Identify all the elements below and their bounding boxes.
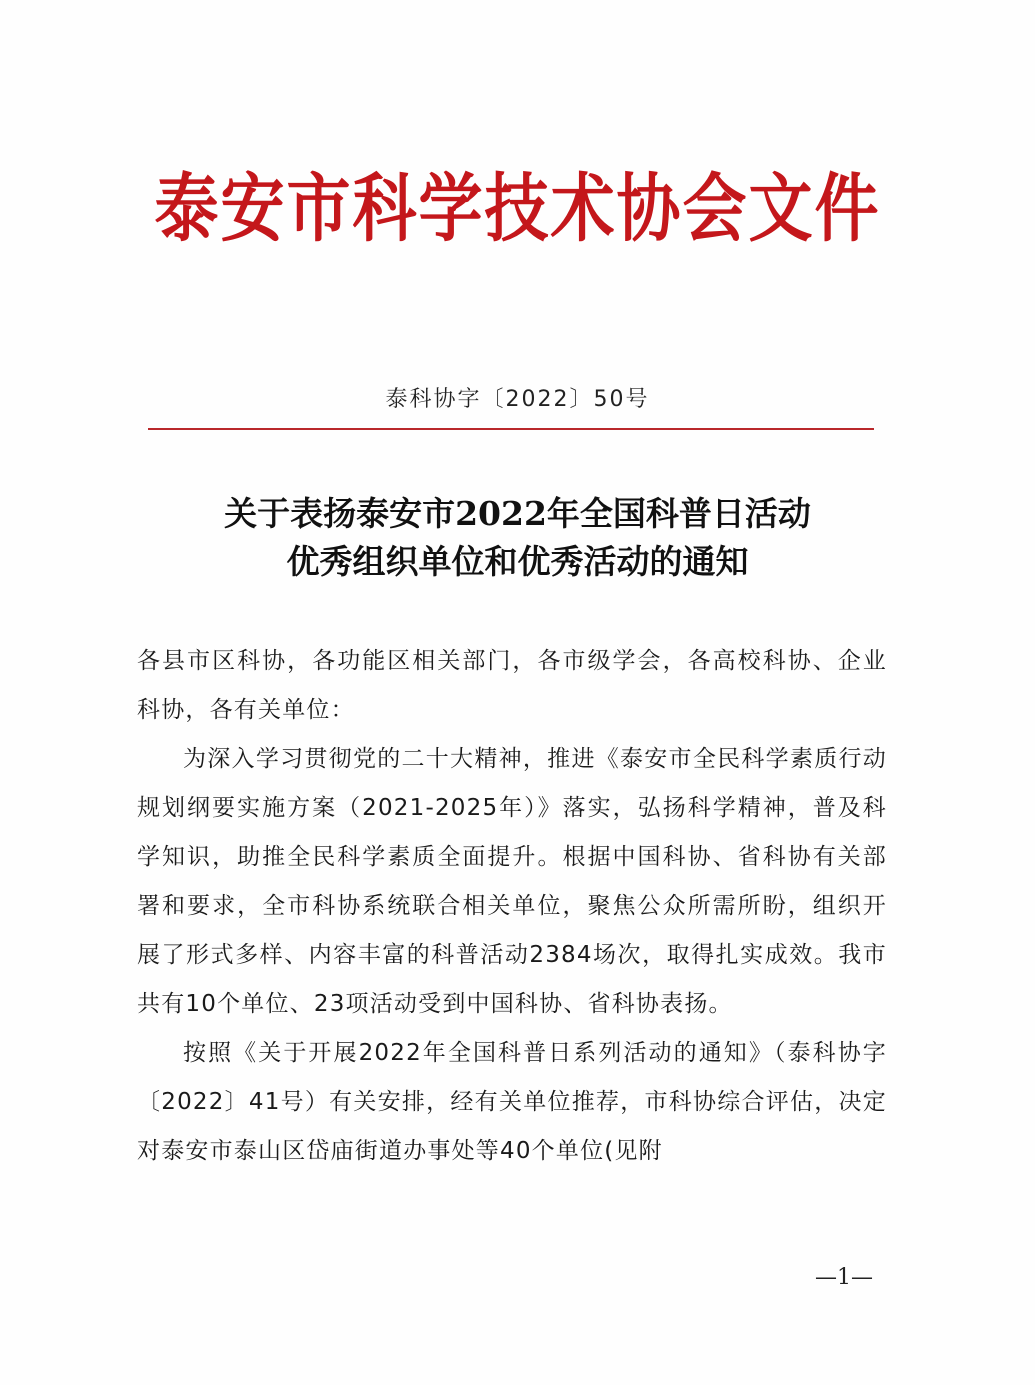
document-title-line-1: 关于表扬泰安市2022年全国科普日活动 [224,494,811,533]
body-paragraph-2: 按照《关于开展2022年全国科普日系列活动的通知》（泰科协字〔2022〕41号）有关安排，经有关单位推荐，市科协综合评估，决定对泰安市泰山区岱庙街道办事处等40个单位(见附 [137,1040,887,1164]
document-number: 泰科协字〔2022〕50号 [385,387,650,412]
page-number: —1— [815,1265,873,1290]
document-title-line-2: 优秀组织单位和优秀活动的通知 [286,542,749,581]
document-header-title: 泰安市科学技术协会文件 [154,166,881,253]
red-separator-line [148,428,874,430]
document-title [0,490,1035,586]
body-paragraph-1: 为深入学习贯彻党的二十大精神，推进《泰安市全民科学素质行动规划纲要实施方案（2021-2025年）》落实，弘扬科学精神，普及科学知识，助推全民科学素质全面提升。根据中国科协、省科协有关部署和要求，全市科协系统联合相关单位，聚焦公众所需所盼，组织开展了形式多样、内容丰富的科普活动2384场次，取得扎实成效。我市共有10个单位、23项活动受到中国科协、省科协表扬。 [137,746,887,1017]
salutation: 各县市区科协，各功能区相关部门，各市级学会，各高校科协、企业科协，各有关单位： [137,648,887,723]
document-body [137,637,887,1176]
